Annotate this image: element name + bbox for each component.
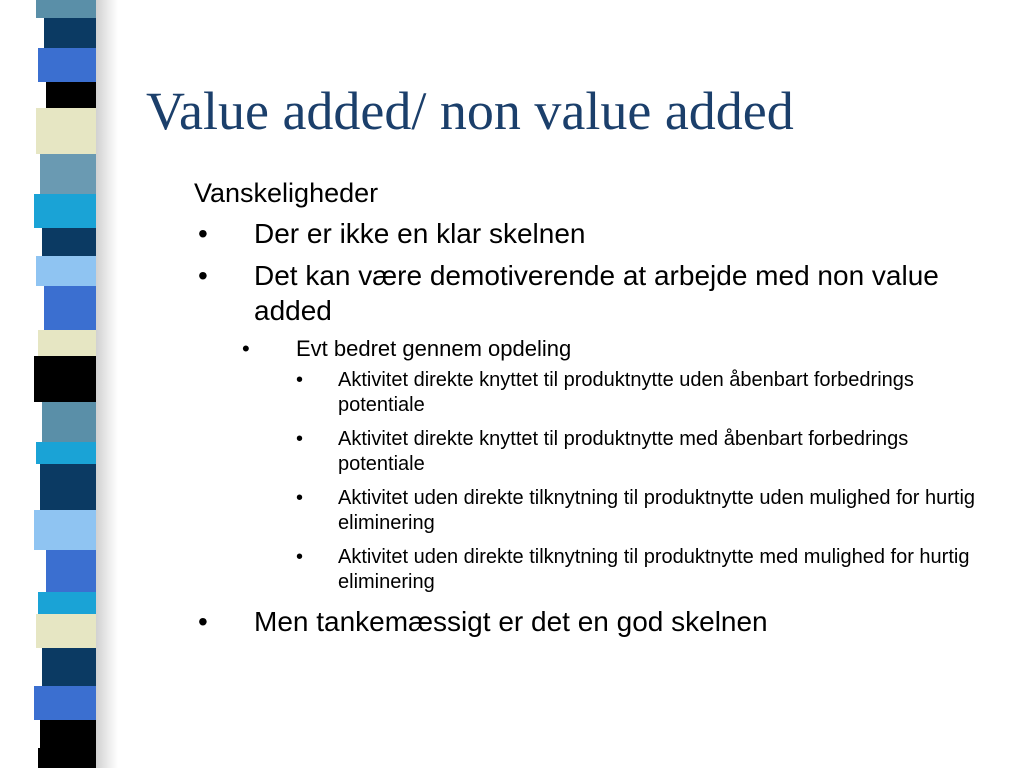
bullet-text: Aktivitet direkte knyttet til produktnytte med åbenbart forbedrings potentiale	[338, 428, 909, 475]
bullet-text: Aktivitet direkte knyttet til produktnytte uden åbenbart forbedrings potentiale	[338, 369, 914, 416]
bullet-marker: •	[198, 606, 208, 637]
strip-block	[34, 356, 96, 402]
bullet-item-level-3	[194, 427, 994, 477]
bullet-text: Der er ikke en klar skelnen	[254, 218, 586, 249]
strip-block	[40, 464, 96, 510]
bullet-text: Evt bedret gennem opdeling	[296, 336, 572, 361]
slide-body	[194, 176, 994, 646]
strip-block	[38, 748, 96, 768]
bullet-text: Aktivitet uden direkte tilknytning til produktnytte uden mulighed for hurtig eliminering	[338, 487, 976, 534]
bullet-item-level-1	[194, 258, 994, 328]
bullet-item-level-2	[194, 335, 994, 363]
strip-block	[36, 0, 96, 18]
bullet-text: Aktivitet uden direkte tilknytning til produktnytte med mulighed for hurtig eliminering	[338, 546, 970, 593]
strip-block	[38, 592, 96, 614]
bullet-text: Men tankemæssigt er det en god skelnen	[254, 606, 768, 637]
strip-block	[36, 256, 96, 286]
strip-block	[38, 330, 96, 356]
bullet-marker: •	[296, 428, 304, 450]
bullet-marker: •	[198, 260, 208, 291]
strip-block	[36, 108, 96, 154]
bullet-marker: •	[242, 336, 250, 361]
bullet-item-level-3	[194, 368, 994, 418]
bullet-text: Det kan være demotiverende at arbejde med non value added	[254, 260, 939, 326]
bullet-marker: •	[296, 369, 304, 391]
lead-text: Vanskeligheder	[194, 178, 379, 208]
strip-block	[40, 154, 96, 194]
strip-block	[34, 510, 96, 550]
bullet-item-level-3	[194, 486, 994, 536]
strip-block	[44, 18, 96, 48]
bullet-marker: •	[296, 546, 304, 568]
bullet-item-level-1	[194, 604, 994, 639]
strip-block	[42, 228, 96, 256]
decorative-strip-shadow	[96, 0, 118, 768]
strip-block	[34, 194, 96, 228]
bullet-item-level-3	[194, 545, 994, 595]
strip-block	[40, 720, 96, 748]
strip-block	[42, 648, 96, 686]
strip-block	[38, 48, 96, 82]
bullet-marker: •	[198, 218, 208, 249]
slide-title: Value added/ non value added	[146, 81, 794, 141]
strip-block	[46, 550, 96, 592]
decorative-block-strip	[0, 0, 96, 768]
bullet-item-level-1	[194, 216, 994, 251]
bullet-marker: •	[296, 487, 304, 509]
strip-block	[42, 402, 96, 442]
strip-block	[36, 614, 96, 648]
strip-block	[46, 82, 96, 108]
strip-block	[44, 286, 96, 330]
strip-block	[36, 442, 96, 464]
strip-block	[34, 686, 96, 720]
bullet-list	[194, 216, 994, 639]
